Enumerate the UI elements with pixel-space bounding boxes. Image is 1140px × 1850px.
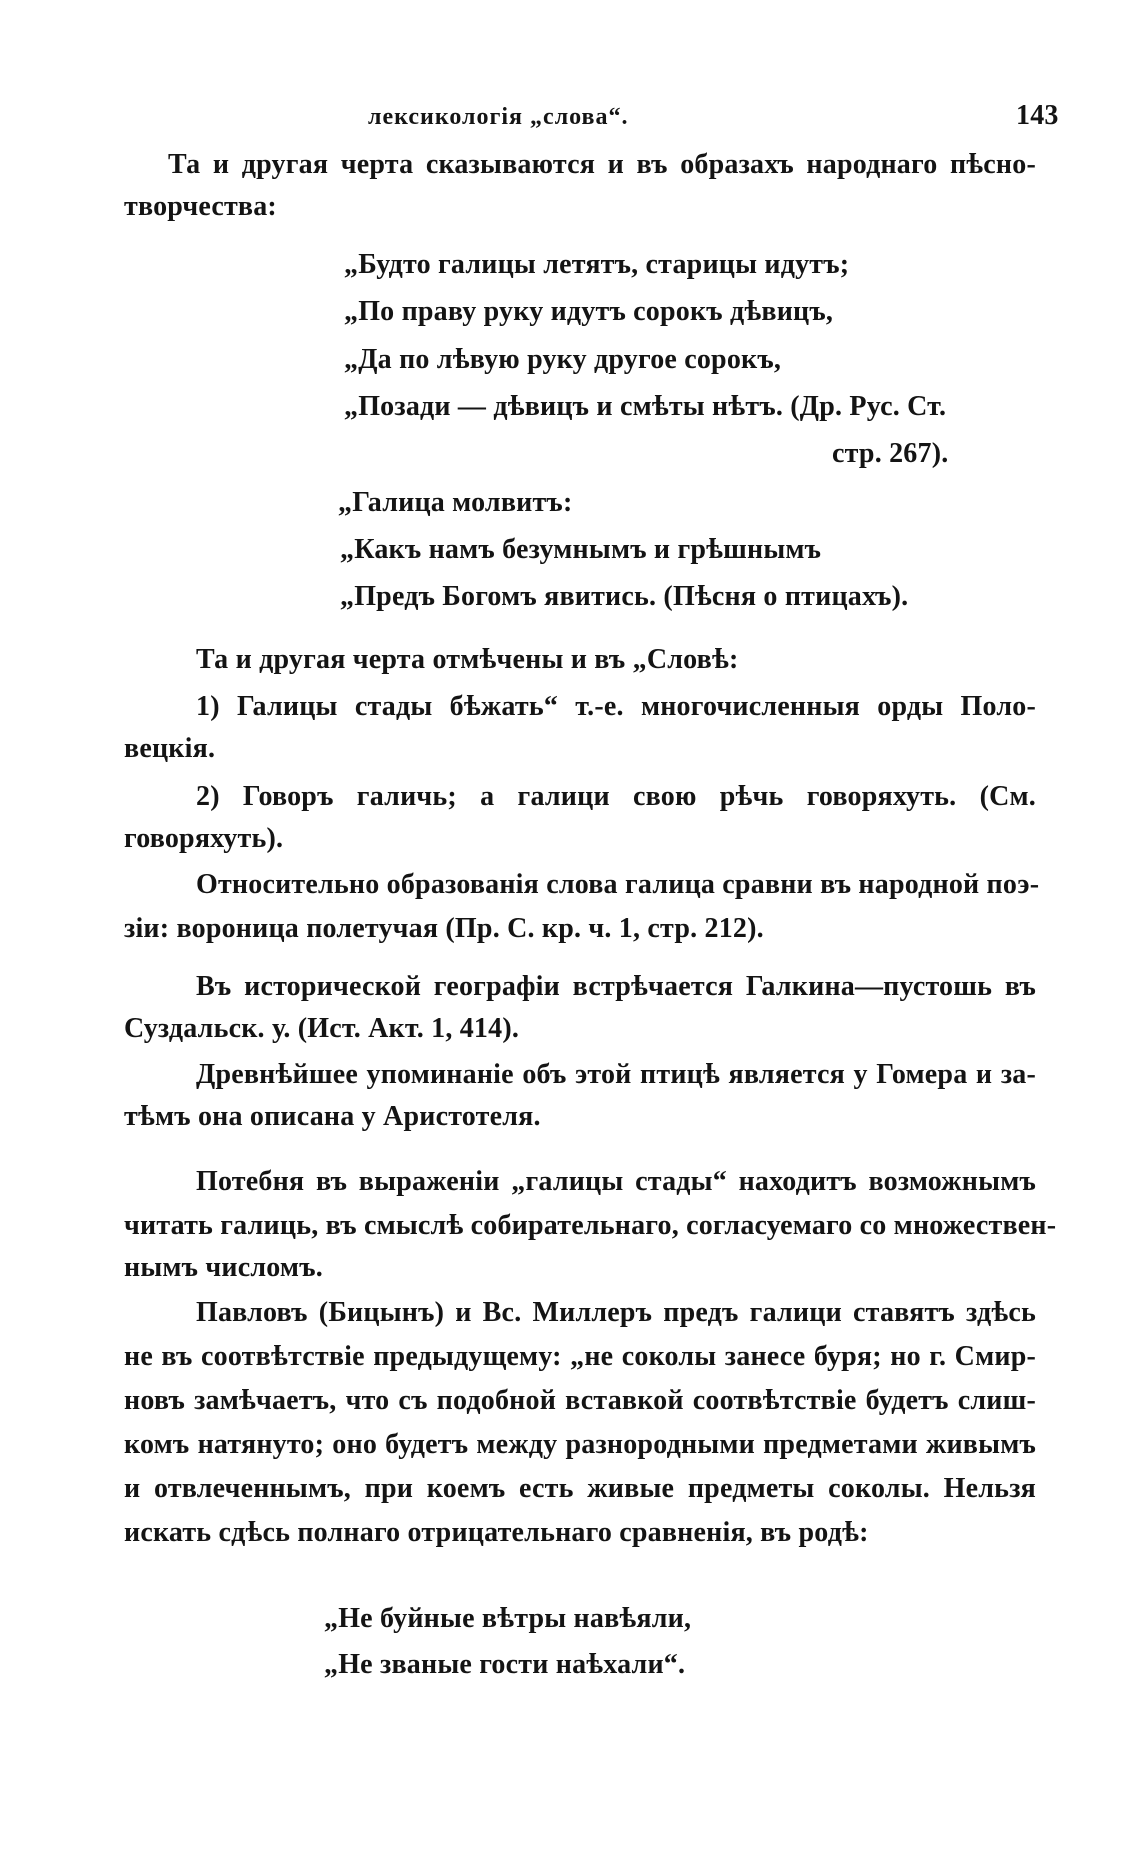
- verse-line: „Позади — дѣвицъ и смѣты нѣтъ. (Др. Рус. Ст.: [344, 391, 947, 422]
- verse-line: „Галица молвитъ:: [338, 487, 573, 518]
- verse-line: „По праву руку идутъ сорокъ дѣвицъ,: [344, 296, 834, 327]
- page-number: 143: [1016, 100, 1059, 131]
- verse-line: „Не званые гости наѣхали“.: [324, 1649, 686, 1680]
- text-line: Павловъ (Бицынъ) и Вс. Миллеръ предъ галици ставятъ здѣсь: [196, 1297, 1036, 1328]
- text-line: читать галиць, въ смыслѣ собирательнаго, согласуемаго со множествен-: [124, 1210, 1057, 1241]
- text-line: не въ соотвѣтствіе предыдущему: „не соколы занесе буря; но г. Смир-: [124, 1341, 1036, 1372]
- text-line: тѣмъ она описана у Аристотеля.: [124, 1101, 541, 1132]
- verse-line: „Предъ Богомъ явитись. (Пѣсня о птицахъ).: [340, 581, 909, 612]
- text-line: Суздальск. у. (Ист. Акт. 1, 414).: [124, 1013, 520, 1044]
- text-line: комъ натянуто; оно будетъ между разнородными предметами живымъ: [124, 1429, 1036, 1460]
- text-line: зіи: вороница полетучая (Пр. С. кр. ч. 1, стр. 212).: [124, 913, 764, 944]
- verse-line: „Да по лѣвую руку другое сорокъ,: [344, 344, 782, 375]
- text-line: нымъ числомъ.: [124, 1252, 323, 1283]
- text-line: Относительно образованія слова галица сравни въ народной поэ-: [196, 869, 1040, 900]
- text-line: Та и другая черта отмѣчены и въ „Словѣ:: [196, 644, 739, 675]
- verse-line: „Будто галицы летятъ, старицы идутъ;: [344, 249, 850, 280]
- text-line: новъ замѣчаетъ, что съ подобной вставкой соотвѣтствіе будетъ слиш-: [124, 1385, 1036, 1416]
- text-line: Та и другая черта сказываются и въ образахъ народнаго пѣсно-: [168, 149, 1036, 180]
- text-line: Древнѣйшее упоминаніе объ этой птицѣ является у Гомера и за-: [196, 1059, 1036, 1090]
- text-line: 1) Галицы стады бѣжать“ т.-е. многочисленныя орды Поло-: [196, 691, 1036, 722]
- verse-citation: стр. 267).: [832, 438, 949, 469]
- text-line: искать сдѣсь полнаго отрицательнаго сравненія, въ родѣ:: [124, 1517, 869, 1548]
- text-line: вецкія.: [124, 733, 216, 764]
- running-header: лексикологія „слова“.: [368, 104, 629, 130]
- text-line: и отвлеченнымъ, при коемъ есть живые предметы соколы. Нельзя: [124, 1473, 1036, 1504]
- text-line: творчества:: [124, 191, 277, 222]
- text-line: Въ исторической географіи встрѣчается Галкина—пустошь въ: [196, 971, 1036, 1002]
- text-line: Потебня въ выраженіи „галицы стады“ находитъ возможнымъ: [196, 1166, 1036, 1197]
- text-line: говоряхуть).: [124, 823, 284, 854]
- verse-line: „Не буйные вѣтры навѣяли,: [324, 1603, 692, 1634]
- text-line: 2) Говоръ галичь; а галици свою рѣчь говоряхуть. (См.: [196, 781, 1036, 812]
- verse-line: „Какъ намъ безумнымъ и грѣшнымъ: [340, 534, 822, 565]
